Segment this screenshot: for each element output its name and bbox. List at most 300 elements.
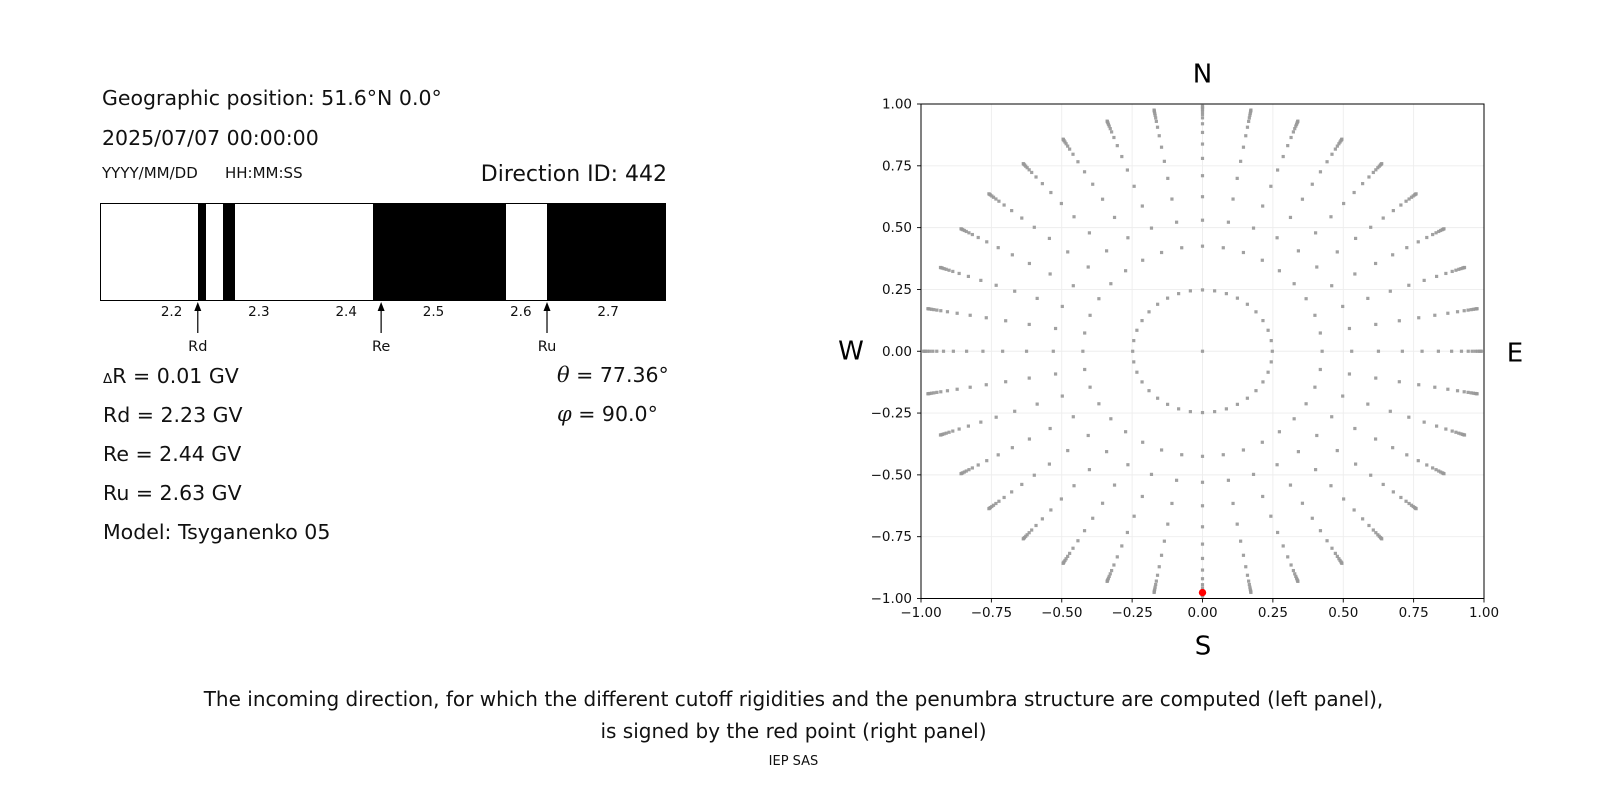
- direction-dot: [1417, 383, 1420, 386]
- direction-dot: [1239, 160, 1242, 163]
- direction-dot: [1282, 155, 1285, 158]
- direction-dot: [1105, 249, 1108, 252]
- direction-dot: [1231, 197, 1234, 200]
- direction-dot: [1201, 543, 1204, 546]
- theta-symbol: θ: [557, 363, 570, 387]
- direction-dot: [1252, 227, 1255, 230]
- credit-label: IEP SAS: [768, 754, 819, 769]
- direction-dot: [1471, 350, 1474, 353]
- direction-dot: [1106, 120, 1109, 123]
- direction-dot: [1454, 431, 1457, 434]
- direction-dot: [1140, 380, 1143, 383]
- direction-dot: [952, 350, 955, 353]
- direction-dot: [1261, 204, 1264, 207]
- direction-dot: [1155, 120, 1158, 123]
- direction-dot: [1166, 177, 1169, 180]
- direction-dot: [1060, 497, 1063, 500]
- direction-dot: [1036, 403, 1039, 406]
- direction-dot: [1444, 272, 1447, 275]
- direction-dot: [959, 227, 962, 230]
- x-tick-label: 0.75: [1398, 605, 1429, 621]
- direction-dot: [1296, 120, 1299, 123]
- direction-dot: [1246, 574, 1249, 577]
- direction-dot: [1423, 279, 1426, 282]
- direction-dot: [1160, 448, 1163, 451]
- x-tick-label: −0.50: [1041, 605, 1083, 621]
- direction-dot: [1201, 105, 1204, 108]
- direction-dot: [1353, 427, 1356, 430]
- direction-dot: [1380, 537, 1383, 540]
- direction-dot: [1404, 500, 1407, 503]
- direction-dot: [1049, 191, 1052, 194]
- direction-dot: [1213, 410, 1216, 413]
- penumbra-barcode-plot: [100, 203, 666, 301]
- direction-dot: [1034, 175, 1037, 178]
- direction-dot: [1201, 568, 1204, 571]
- direction-dot: [946, 389, 949, 392]
- direction-dot: [1305, 297, 1308, 300]
- direction-dot: [1391, 446, 1394, 449]
- direction-dot: [1141, 259, 1144, 262]
- direction-dot: [1116, 555, 1119, 558]
- direction-dot: [1033, 226, 1036, 229]
- direction-dot: [1201, 245, 1204, 248]
- direction-dot: [1088, 314, 1091, 317]
- direction-dot: [1013, 290, 1016, 293]
- penumbra-black-band: [547, 204, 665, 300]
- direction-dot: [1374, 437, 1377, 440]
- phi-value: = 90.0°: [571, 402, 658, 426]
- direction-dot: [1160, 251, 1163, 254]
- direction-dot: [1249, 591, 1252, 594]
- direction-dot: [1048, 237, 1051, 240]
- direction-dot: [926, 392, 929, 395]
- direction-dot: [1158, 565, 1161, 568]
- direction-dot: [1244, 565, 1247, 568]
- direction-dot: [1314, 468, 1317, 471]
- direction-dot: [1278, 430, 1281, 433]
- direction-dot: [1325, 160, 1328, 163]
- direction-dot: [1227, 479, 1230, 482]
- direction-dot: [1225, 407, 1228, 410]
- direction-dot: [1061, 305, 1064, 308]
- direction-dot: [1417, 316, 1420, 319]
- direction-dot: [1475, 307, 1478, 310]
- direction-dot: [1201, 557, 1204, 560]
- direction-dot: [1405, 453, 1408, 456]
- direction-dot: [1293, 417, 1296, 420]
- direction-dot: [1068, 552, 1071, 555]
- direction-dot-center: [1201, 350, 1204, 353]
- direction-dot: [1113, 216, 1116, 219]
- direction-dot: [971, 233, 974, 236]
- direction-dot: [1270, 339, 1273, 342]
- direction-dot: [1367, 175, 1370, 178]
- direction-dot: [951, 270, 954, 273]
- direction-dot: [1341, 394, 1344, 397]
- direction-dot: [967, 424, 970, 427]
- direction-dot: [1319, 170, 1322, 173]
- direction-dot: [1083, 368, 1086, 371]
- direction-dot: [1049, 427, 1052, 430]
- geographic-position-label: Geographic position: 51.6°N 0.0°: [102, 86, 442, 110]
- direction-dot: [1319, 368, 1322, 371]
- re-row: Re = 2.44 GV: [103, 442, 242, 466]
- direction-dot: [1420, 350, 1423, 353]
- direction-dot: [1450, 350, 1453, 353]
- direction-dot: [958, 272, 961, 275]
- direction-dot: [985, 316, 988, 319]
- direction-dot: [1466, 309, 1469, 312]
- direction-dot: [1444, 427, 1447, 430]
- direction-dot: [1101, 502, 1104, 505]
- phi-row: [557, 402, 658, 426]
- direction-dot: [1036, 297, 1039, 300]
- direction-dot: [1041, 182, 1044, 185]
- direction-dot: [1301, 198, 1304, 201]
- direction-dot: [1071, 547, 1074, 550]
- direction-dot: [1451, 270, 1454, 273]
- direction-dot: [1446, 312, 1449, 315]
- direction-dot: [1003, 203, 1006, 206]
- direction-dot: [1147, 389, 1150, 392]
- x-tick-label: −0.25: [1111, 605, 1153, 621]
- direction-dot: [1033, 474, 1036, 477]
- direction-dot: [1034, 524, 1037, 527]
- direction-dot: [1367, 524, 1370, 527]
- direction-dot: [995, 284, 998, 287]
- y-tick-label: 0.75: [881, 158, 912, 175]
- direction-dot: [1091, 183, 1094, 186]
- direction-dot: [1261, 441, 1264, 444]
- direction-dot: [1425, 236, 1428, 239]
- direction-dot: [1369, 474, 1372, 477]
- direction-dot: [1382, 483, 1385, 486]
- direction-dot: [1451, 429, 1454, 432]
- direction-dot: [1175, 479, 1178, 482]
- direction-dot: [1156, 397, 1159, 400]
- direction-dot: [1454, 269, 1457, 272]
- direction-dot: [1025, 350, 1028, 353]
- direction-dot: [958, 427, 961, 430]
- direction-dot: [1156, 303, 1159, 306]
- direction-dot: [1292, 569, 1295, 572]
- direction-dot: [939, 433, 942, 436]
- direction-dot: [1276, 531, 1279, 534]
- direction-dot: [1163, 540, 1166, 543]
- direction-dot: [1112, 136, 1115, 139]
- direction-dot: [1456, 310, 1459, 313]
- direction-dot: [981, 350, 984, 353]
- direction-scatter-plot: [800, 40, 1560, 680]
- direction-dot: [1022, 162, 1025, 165]
- direction-dot: [1244, 134, 1247, 137]
- direction-dot: [1124, 430, 1127, 433]
- direction-dot: [1374, 376, 1377, 379]
- direction-dot: [1239, 540, 1242, 543]
- direction-dot: [1170, 197, 1173, 200]
- direction-dot: [1180, 453, 1183, 456]
- direction-dot: [1160, 146, 1163, 149]
- direction-dot: [1374, 262, 1377, 265]
- direction-dot: [1113, 483, 1116, 486]
- direction-dot: [1366, 297, 1369, 300]
- direction-dot: [1201, 142, 1204, 145]
- direction-dot: [987, 192, 990, 195]
- direction-dot: [1010, 490, 1013, 493]
- direction-dot: [1289, 216, 1292, 219]
- direction-dot: [997, 200, 1000, 203]
- direction-dot: [1177, 292, 1180, 295]
- direction-dot: [1158, 134, 1161, 137]
- direction-dot: [985, 383, 988, 386]
- direction-dot: [1342, 202, 1345, 205]
- direction-dot: [1311, 183, 1314, 186]
- direction-dot: [1106, 580, 1109, 583]
- direction-dot: [1126, 168, 1129, 171]
- direction-dot: [1048, 462, 1051, 465]
- datetime-label: 2025/07/07 00:00:00: [102, 126, 319, 150]
- direction-dot: [1201, 122, 1204, 125]
- direction-dot: [1227, 221, 1230, 224]
- direction-dot: [1353, 508, 1356, 511]
- direction-dot: [1135, 329, 1138, 332]
- direction-dot: [1110, 569, 1113, 572]
- caption-line2: is signed by the red point (right panel): [600, 719, 987, 743]
- cutoff-arrow-head: [194, 302, 201, 311]
- direction-dot: [1201, 157, 1204, 160]
- penumbra-tick-label: 2.5: [422, 304, 445, 320]
- direction-dot: [1463, 433, 1466, 436]
- direction-dot: [967, 275, 970, 278]
- direction-dot: [935, 391, 938, 394]
- direction-dot: [1156, 574, 1159, 577]
- model-row: Model: Tsyganenko 05: [103, 520, 331, 544]
- direction-dot: [1319, 331, 1322, 334]
- direction-dot: [1275, 236, 1278, 239]
- ru-row: Ru = 2.63 GV: [103, 481, 242, 505]
- direction-dot: [1201, 481, 1204, 484]
- direction-dot: [1163, 160, 1166, 163]
- compass-label-north: N: [1192, 59, 1213, 90]
- direction-dot: [1166, 297, 1169, 300]
- y-tick-label: −0.75: [870, 529, 912, 546]
- direction-dot: [1132, 360, 1135, 363]
- x-tick-label: 1.00: [1468, 605, 1500, 621]
- direction-dot: [1329, 484, 1332, 487]
- direction-dot: [1269, 515, 1272, 518]
- direction-dot: [1141, 441, 1144, 444]
- penumbra-axis: [90, 300, 690, 362]
- direction-dot: [985, 240, 988, 243]
- direction-dot: [1141, 204, 1144, 207]
- direction-dot: [1325, 539, 1328, 542]
- direction-dot: [1225, 292, 1228, 295]
- delta-r-row: [103, 364, 239, 388]
- compass-label-east: E: [1506, 338, 1524, 369]
- direction-dot: [1350, 350, 1353, 353]
- direction-dot: [1442, 472, 1445, 475]
- direction-dot: [1435, 275, 1438, 278]
- date-format-label: YYYY/MM/DD: [102, 164, 198, 182]
- direction-dot: [1175, 221, 1178, 224]
- direction-dot: [1289, 136, 1292, 139]
- direction-dot: [1020, 483, 1023, 486]
- direction-dot: [997, 500, 1000, 503]
- direction-dot: [935, 309, 938, 312]
- direction-dot: [1060, 202, 1063, 205]
- direction-dot: [1087, 434, 1090, 437]
- direction-dot: [1330, 153, 1333, 156]
- direction-dot: [1189, 289, 1192, 292]
- direction-dot: [1081, 350, 1084, 353]
- direction-dot: [1296, 580, 1299, 583]
- direction-dot: [956, 388, 959, 391]
- direction-dot: [1342, 497, 1345, 500]
- direction-dot: [1374, 323, 1377, 326]
- direction-dot: [1242, 448, 1245, 451]
- direction-dot: [1353, 191, 1356, 194]
- direction-dot: [1147, 310, 1150, 313]
- direction-dot: [1319, 529, 1322, 532]
- direction-dot: [1140, 319, 1143, 322]
- direction-dot: [1135, 371, 1138, 374]
- direction-dot: [965, 350, 968, 353]
- direction-dot: [1076, 539, 1079, 542]
- direction-dot: [1270, 360, 1273, 363]
- direction-dot: [1399, 203, 1402, 206]
- direction-dot: [1020, 216, 1023, 219]
- direction-dot: [1066, 250, 1069, 253]
- direction-id-label: Direction ID: 442: [480, 162, 667, 187]
- direction-dot: [1480, 350, 1483, 353]
- direction-dot: [1088, 468, 1091, 471]
- direction-dot: [1361, 182, 1364, 185]
- direction-dot: [1071, 153, 1074, 156]
- direction-dot: [1201, 583, 1204, 586]
- direction-dot: [1189, 410, 1192, 413]
- theta-row: [557, 363, 669, 387]
- direction-dot: [1028, 262, 1031, 265]
- direction-dot: [1282, 544, 1285, 547]
- direction-dot: [1289, 483, 1292, 486]
- direction-dot: [1293, 282, 1296, 285]
- phi-symbol: φ: [557, 402, 572, 426]
- direction-dot: [985, 459, 988, 462]
- direction-dot: [1315, 434, 1318, 437]
- direction-dot: [1286, 555, 1289, 558]
- y-tick-label: 0.25: [881, 281, 912, 298]
- direction-dot: [1066, 449, 1069, 452]
- direction-dot: [1166, 523, 1169, 526]
- direction-dot: [1247, 120, 1250, 123]
- direction-dot: [1315, 265, 1318, 268]
- direction-dot: [1330, 547, 1333, 550]
- direction-dot: [1150, 473, 1153, 476]
- direction-dot: [1061, 562, 1064, 565]
- direction-dot: [1083, 170, 1086, 173]
- direction-dot: [997, 246, 1000, 249]
- cutoff-arrow-label: Rd: [188, 339, 208, 355]
- direction-dot: [1213, 289, 1216, 292]
- direction-dot: [1392, 490, 1395, 493]
- direction-dot: [959, 472, 962, 475]
- direction-dot: [1414, 507, 1417, 510]
- direction-dot: [1437, 350, 1440, 353]
- direction-dot: [979, 421, 982, 424]
- direction-dot: [1201, 131, 1204, 134]
- direction-dot: [1133, 185, 1136, 188]
- direction-dot: [1054, 327, 1057, 330]
- direction-dot: [1236, 297, 1239, 300]
- direction-dot: [1463, 390, 1466, 393]
- direction-dot: [1354, 462, 1357, 465]
- theta-value: = 77.36°: [569, 363, 669, 387]
- direction-dot: [1417, 459, 1420, 462]
- direction-dot: [1366, 403, 1369, 406]
- direction-dot: [1407, 284, 1410, 287]
- direction-dot: [1088, 231, 1091, 234]
- direction-dot: [971, 466, 974, 469]
- direction-dot: [1028, 323, 1031, 326]
- selected-direction-dot: [1199, 589, 1206, 596]
- y-tick-label: 0.50: [881, 220, 912, 237]
- direction-dot: [1246, 397, 1249, 400]
- direction-dot: [1247, 580, 1250, 583]
- direction-dot: [1101, 198, 1104, 201]
- direction-dot: [1404, 200, 1407, 203]
- direction-dot: [1109, 417, 1112, 420]
- direction-dot: [1150, 227, 1153, 230]
- direction-dot: [1334, 148, 1337, 151]
- direction-dot: [1097, 297, 1100, 300]
- caption-line1: The incoming direction, for which the different cutoff rigidities and the penumbra structure are computed (left panel),: [203, 687, 1384, 711]
- direction-dot: [1133, 515, 1136, 518]
- direction-dot: [1249, 108, 1252, 111]
- direction-dot: [1463, 309, 1466, 312]
- direction-dot: [1475, 392, 1478, 395]
- direction-dot: [1120, 155, 1123, 158]
- direction-dot: [1116, 144, 1119, 147]
- delta-symbol: Δ: [103, 371, 113, 387]
- direction-dot: [1091, 517, 1094, 520]
- direction-dot: [1433, 386, 1436, 389]
- direction-dot: [1433, 314, 1436, 317]
- direction-dot: [935, 350, 938, 353]
- direction-dot: [1423, 421, 1426, 424]
- direction-dot: [1013, 410, 1016, 413]
- direction-dot: [939, 266, 942, 269]
- direction-dot: [1177, 407, 1180, 410]
- direction-dot: [1341, 305, 1344, 308]
- direction-dot: [1305, 402, 1308, 405]
- direction-dot: [1278, 269, 1281, 272]
- direction-dot: [1435, 424, 1438, 427]
- penumbra-tick-label: 2.7: [597, 304, 619, 320]
- direction-dot: [1180, 246, 1183, 249]
- direction-dot: [947, 431, 950, 434]
- x-tick-label: 0.25: [1257, 605, 1288, 621]
- direction-dot: [1126, 531, 1129, 534]
- penumbra-tick-label: 2.3: [248, 304, 270, 320]
- direction-dot: [931, 350, 934, 353]
- direction-dot: [942, 350, 945, 353]
- direction-dot: [1313, 386, 1316, 389]
- direction-dot: [1061, 394, 1064, 397]
- direction-dot: [1110, 130, 1113, 133]
- direction-dot: [1289, 563, 1292, 566]
- direction-dot: [1011, 446, 1014, 449]
